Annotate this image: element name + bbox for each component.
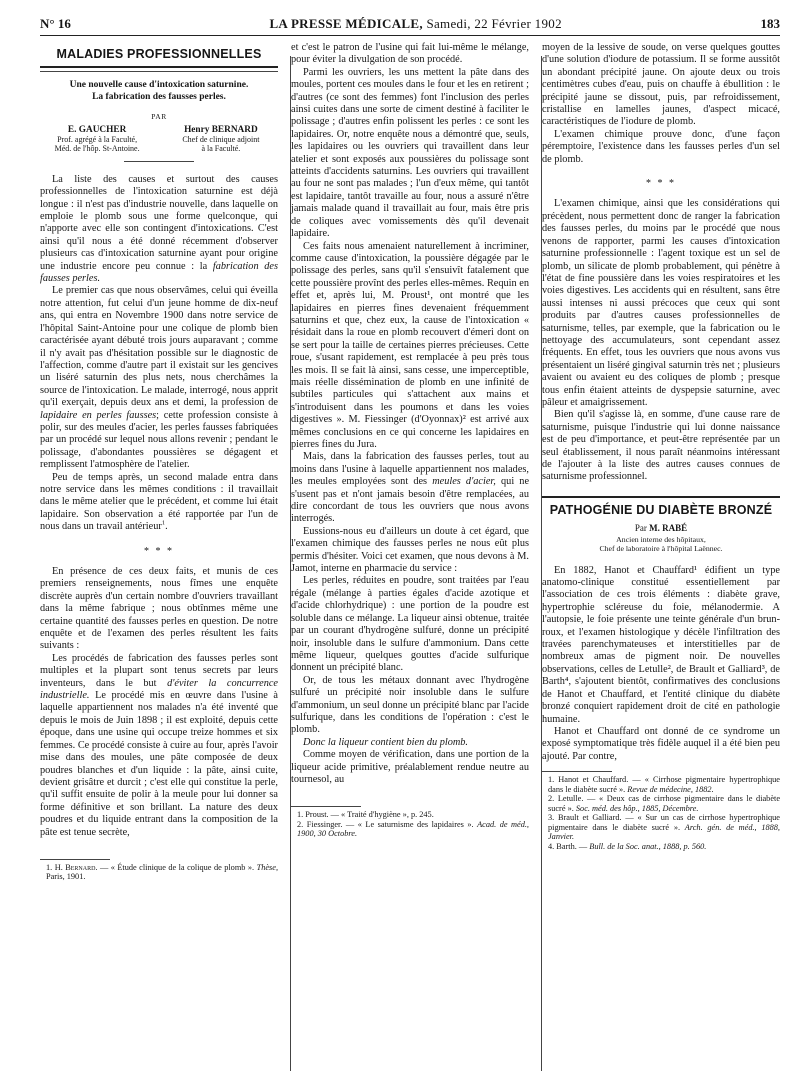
paragraph: Ces faits nous amenaient naturellement à incriminer, comme cause d'intoxication, la poussière dégagée par le polissage des perles, sans qu'il s'ensuivît fatalement que cette poussière provînt des perles elles-mêmes. Requin en effet et, après lui, M. Proust¹, ont montré que les lapidaires en pierres fines devenaient fréquemment saturnins et que, chez eux, la cause de l'intoxication « résidait dans la roue en plomb recouvert d'émeri dont on se sert pour la taille de certaines pierres précieuses. Cette roue, s'usant rapidement, est remplacée à peu près tous les mois. Il se fait là ainsi, sans cesse, une imperceptible, mais réelle dissémination de plomb en une infinité de subtiles particules qui s'attachent aux mains et s'introduisent dans les poumons et dans les voies digestives ». M. Fiessinger (d'Oyonnax)² est arrivé aux mêmes conclusions en ce qui concerne les lapidaires en pierres fines du Jura. (291, 240, 529, 450)
paragraph: Comme moyen de vérification, dans une portion de la liqueur acide primitive, préalablement rendue neutre au tournesol, au (291, 749, 529, 785)
author-gaucher (40, 126, 154, 153)
subtitle-line-1: Une nouvelle cause d'intoxication saturnine. (69, 80, 249, 91)
author-bernard (164, 126, 278, 153)
author-name: E. GAUCHER (67, 124, 127, 135)
journal-title: LA PRESSE MÉDICALE, (269, 16, 423, 31)
section-rule-thin (40, 71, 278, 72)
footnote-rule (40, 859, 110, 860)
paragraph: moyen de la lessive de soude, on verse quelques gouttes d'une solution d'iodure de potassium. Il se forme aussitôt un abondant précipité jaune. On ajoute deux ou trois centimètres cubes d'eau, puis on chauffe à ébullition : le précipité jaune se dissout, puis, par refroidissement, cristallise en lamelles jaunes, d'aspect micacé, caractéristiques de l'iodure de plomb. (542, 42, 780, 128)
footnote: 1. Proust. — « Traité d'hygiène », p. 245. (297, 810, 434, 820)
journal-page (40, 16, 780, 1087)
section-rule (40, 66, 278, 68)
paragraph: L'examen chimique prouve donc, d'une façon péremptoire, l'existence dans les fausses perles d'un sel de plomb. (542, 128, 780, 165)
footnote: 1. Hanot et Chauffard. — « Cirrhose pigmentaire hypertrophique dans le diabète sucré ». Revue de médecine, 1882. (548, 775, 780, 794)
journal-title-date (269, 16, 561, 32)
authors (40, 126, 278, 153)
paragraph: Or, de tous les métaux donnant avec l'hydrogène sulfuré un précipité noir insoluble dans le sulfure d'ammonium, un seul donne un précipité blanc par l'acide sulfurique, dans les conditions de l'opération : c'est le plomb. (291, 674, 529, 736)
paragraph: Les perles, réduites en poudre, sont traitées par l'eau régale (mélange à parties égales d'acide azotique et d'acide chlorhydrique) : une portion de la poudre est soluble dans ce mélange. La liqueur ainsi obtenue, traitée par un courant d'hydrogène sulfuré, donne un précipité noir, insoluble dans le sulfure d'ammonium. Dans cette même liqueur, quelques gouttes d'acide sulfurique donnent un précipité blanc. (291, 575, 529, 674)
author-title: Prof. agrégé à la Faculté, (57, 134, 138, 144)
paragraph: et c'est le patron de l'usine qui fait lui-même le mélange, pour éviter la divulgation de son procédé. (291, 42, 529, 66)
paragraph: L'examen chimique, ainsi que les considérations qui précèdent, nous permettent donc de ranger la fabrication des fausses perles, du moins par le procédé que nous venons de rapporter, parmi les causes d'intoxication saturnine professionnelle : l'agent toxique est un sel de plomb, un silicate de plomb probablement, qui pénètre à l'état de fine poussière dans les voies respiratoires et les voies digestives. Les accidents qui en résultent, sans être aussi intenses ni aussi précoces que ceux qui sont produits par d'autres causes professionnelles de saturnisme, telles, par exemple, que la fabrication ou le nettoyage des accumulateurs, sont cependant assez fréquents. En effet, tous les ouvriers que nous avons vus présentaient un liséré gingival saturnin très net ; plusieurs avaient ou avaient eu des coliques de plomb ; presque tous enfin étaient atteints de dyspepsie saturnine, avec pâleur et amaigrissement. (542, 198, 780, 408)
paragraph: Les procédés de fabrication des fausses perles sont multiples et la plupart sont tenus secrets par leurs inventeurs, dans le but d'éviter la concurrence industrielle. Le procédé mis en œuvre dans l'usine à laquelle appartiennent nos malades n'a été inventé que depuis le mois de Juin 1898 ; il est exploité, depuis cette époque, dans une usine qui occupe treize hommes et six femmes. Ce procédé consiste à cuire au four, après l'avoir mise dans des moules, une pâte composée de deux poudres blanches et d'un liquide : la pâte, ainsi cuite, devient grisâtre et durcit ; c'est elle qui constitue la perle, qu'il suffit ensuite de polir à la meule pour lui donner sa forme définitive et son brillant. La nature des deux poudres et du liquide entrant dans la composition de la pâte est tenue secrète, (40, 652, 278, 838)
footnote-rule (542, 771, 612, 772)
author-affiliation: Ancien interne des hôpitaux, Chef de laboratoire à l'hôpital Laënnec. (599, 534, 723, 553)
page-number: 183 (760, 16, 780, 31)
paragraph: Eussions-nous eu d'ailleurs un doute à cet égard, que l'examen chimique des fausses perles ne nous eût plus permis d'hésiter. Voici cet examen, que nous devons à M. Jamot, interne en pharmacie du service : (291, 525, 529, 575)
section-break-stars: * * * (646, 178, 676, 190)
subtitle-line-2: La fabrication des fausses perles. (92, 91, 226, 102)
article-columns (40, 42, 780, 1087)
author-title: Chef de clinique adjoint (182, 134, 260, 144)
issue-number: N° 16 (40, 16, 71, 31)
footnote: 3. Brault et Galliard. — « Sur un cas de cirrhose hypertrophique pigmentaire dans le diabète sucré ». Arch. gén. de méd., 1888, Janvier. (548, 813, 781, 842)
paragraph: Hanot et Chauffard ont donné de ce syndrome un exposé symptomatique très fidèle auquel il a été bien peu ajouté. Par contre, (542, 725, 780, 762)
paragraph: En 1882, Hanot et Chauffard¹ édifient un type anatomo-clinique constitué essentiellement par l'association de ces trois éléments : diabète grave, hypertrophie scléreuse du foie, mélanodermie. A l'autopsie, le foie présente une teinte générale d'un brun-roux, et l'examen histologique y décèle l'infiltration des travées parenchymateuses et interstitielles par de nombreux amas de pigment noir. De nouvelles observations, celles de Letulle², de Brault et Galliard³, de Barth⁴, s'ajoutent bientôt, confirmatives des conclusions de Hanot et Chauffard, et l'entité clinique du diabète bronzé conquiert rapidement droit de cité en pathologie humaine. (542, 564, 780, 725)
column-2 (291, 42, 529, 1087)
author-title: Méd. de l'hôp. St-Antoine. (54, 143, 140, 153)
paragraph: Bien qu'il s'agisse là, en somme, d'une cause rare de saturnisme, puisque l'industrie qui lui donne naissance est de peu d'importance, et peut-être représentée par un seul établissement, il nous paraît néanmoins intéressant de l'ajouter à la liste des autres causes connues de saturnisme professionnel. (542, 409, 780, 483)
author-name: Henry BERNARD (184, 124, 258, 135)
paragraph: Mais, dans la fabrication des fausses perles, tout au moins dans l'usine à laquelle appartiennent nos malades, les meules employées sont des meules d'acier, qui ne s'usent pas et n'ont jamais besoin d'être remplacées, au dire concordant de tous les ouvriers que nous avons interrogés. (291, 451, 530, 525)
column-1 (40, 42, 278, 1087)
footnote: 2. Letulle. — « Deux cas de cirrhose pigmentaire dans le diabète sucré ». Soc. méd. des hôp., 1885, Décembre. (548, 794, 780, 813)
paragraph: En présence de ces deux faits, et munis de ces premiers renseignements, nous fîmes une enquête discrète auprès d'un certain nombre d'ouvriers travaillant dans la même fabrique ; nous obtînmes même une certaine quantité des fausses perles en question. De notre enquête et de l'examen des perles résultent les faits suivants : (40, 566, 278, 652)
section-title-diabete: PATHOGÉNIE DU DIABÈTE BRONZÉ (549, 502, 773, 517)
section-rule (542, 496, 780, 498)
paragraph: Le premier cas que nous observâmes, celui qui éveilla notre attention, fut celui d'un jeune homme de dix-neuf ans, qui entra en Novembre 1900 dans notre service de l'hôpital Saint-Antoine pour une colique de plomb bien caractérisée ayant débuté trois jours auparavant ; comme il n'y avait pas d'hésitation possible sur le diagnostic de l'affection, comme d'autre part il existait sur les gencives un liséré saturnin des plus nets, nous cherchâmes la source de l'intoxication. Le malade, interrogé, nous apprit qu'il exerçait, depuis deux ans et demi, la profession de lapidaire en perles fausses; cette profession consiste à polir, sur des meules d'acier, les perles fausses fabriquées par un procédé sur lequel nous allons revenir ; pendant le polissage, d'abondantes poussières se dégagent et remplissent l'atmosphère de l'atelier. (40, 285, 278, 471)
issue-date: Samedi, 22 Février 1902 (426, 16, 562, 31)
paragraph: Parmi les ouvriers, les uns mettent la pâte dans des moules, portent ces moules dans le four et les en retirent ; d'autres (ce sont des femmes) font l'inclusion des perles ainsi cuites dans une sorte de ciment destiné à faciliter le polissage ; d'autres enfin polissent les perles : ce sont les lapidaires. Or, notre enquête nous a démontré que, seuls, les lapidaires ou les ouvriers qui travaillent dans leur atelier et sont exposés aux poussières du polissage sont atteints d'accidents saturnins. Les ouvriers qui travaillent au four ne sont pas malades ; l'un d'eux même, qui tantôt est lapidaire, tantôt travaille au four, nous a assuré n'être jamais malade quand il travaillait au four, mais être pris de coliques avec vomissements dès qu'il devenait lapidaire. (291, 66, 529, 240)
byline: Par M. RABÉ (634, 523, 688, 534)
author-title: à la Faculté. (201, 143, 241, 153)
running-head (40, 16, 780, 35)
paragraph: Peu de temps après, un second malade entra dans notre service dans les mêmes conditions : il travaillait dans le même atelier que le précédent, et comme lui était lapidaire. Son observation a été rapportée par l'un de nous dans un travail antérieur$^1$. (40, 471, 278, 533)
footnote: 2. Fiessinger. — « Le saturnisme des lapidaires ». Acad. de méd., 1900, 30 Octobre. (297, 819, 530, 839)
footnote: 4. Barth. — Bull. de la Soc. anat., 1888, p. 560. (548, 841, 707, 851)
paragraph: La liste des causes et surtout des causes professionnelles de l'intoxication saturnine est déjà longue : il n'est pas d'industrie nouvelle, dans laquelle on emploie le plomb sous une forme quelconque, qui n'apporte avec elle son contingent d'intoxications. C'est ainsi qu'il nous a été donné récemment d'observer plusieurs cas d'intoxication saturnine ayant pour origine une industrie encore peu connue : la fabrication des fausses perles. (40, 173, 278, 285)
section-break-stars: * * * (144, 545, 174, 557)
paragraph-italic: Donc la liqueur contient bien du plomb. (303, 736, 469, 748)
section-title-maladies: MALADIES PROFESSIONNELLES (56, 47, 262, 61)
par-label: PAR (151, 112, 167, 122)
author-rule (124, 161, 194, 162)
column-3 (542, 42, 780, 1087)
article-subtitle (40, 80, 278, 103)
footnote: 1. H. Bernard. — « Étude clinique de la colique de plomb ». Thèse, Paris, 1901. (46, 862, 279, 882)
footnote-rule (291, 806, 361, 807)
header-rule (40, 35, 780, 36)
